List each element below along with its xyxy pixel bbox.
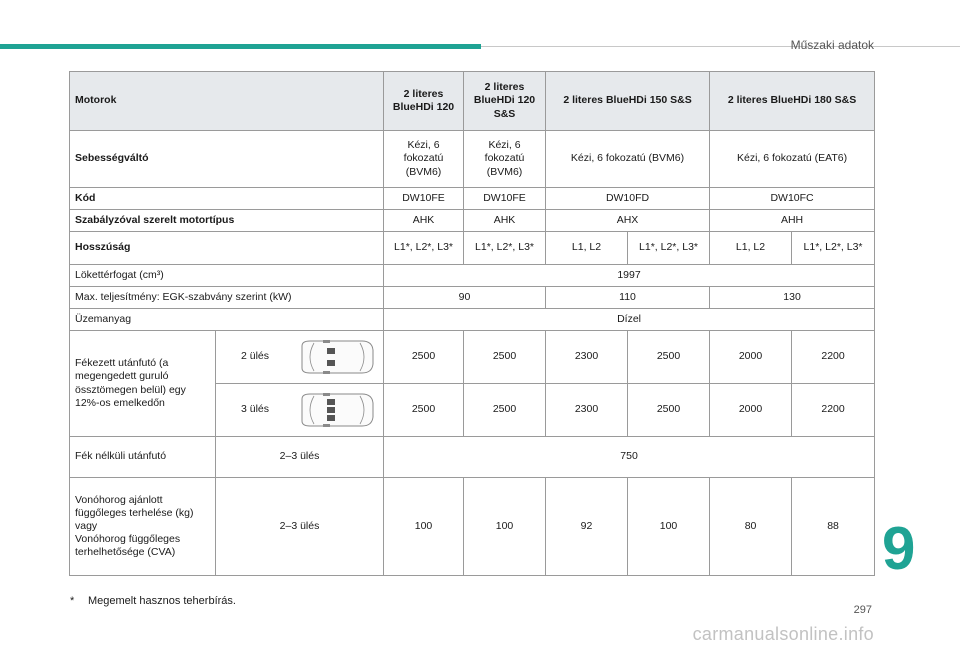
seat-count: 3 ülés xyxy=(241,403,270,416)
footnote xyxy=(70,595,236,607)
code-cell: DW10FE xyxy=(384,188,464,210)
code-cell: DW10FC xyxy=(710,188,875,210)
braked-trailer-cell: 2200 xyxy=(792,384,875,437)
max-power-row xyxy=(70,287,875,309)
towbar-cell: 92 xyxy=(546,478,628,576)
braked-trailer-cell: 2500 xyxy=(384,331,464,384)
unbraked-trailer-seats: 2–3 ülés xyxy=(216,437,384,478)
fuel-row xyxy=(70,309,875,331)
footnote-text: Megemelt hasznos teherbírás. xyxy=(88,595,236,607)
code-cell: DW10FE xyxy=(464,188,546,210)
footnote-marker: * xyxy=(70,595,75,607)
displacement-value: 1997 xyxy=(384,265,875,287)
braked-trailer-cell: 2500 xyxy=(384,384,464,437)
section-title: Műszaki adatok xyxy=(790,38,874,52)
braked-trailer-cell: 2300 xyxy=(546,384,628,437)
gearbox-cell: Kézi, 6 fokozatú (EAT6) xyxy=(710,131,875,188)
gearbox-label: Sebességváltó xyxy=(70,131,384,188)
fuel-label: Üzemanyag xyxy=(70,309,384,331)
towbar-cell: 80 xyxy=(710,478,792,576)
length-label: Hosszúság xyxy=(70,232,384,265)
towbar-label-line: Vonóhorog függőleges terhelhetősége (CVA) xyxy=(75,533,181,559)
engine-type-cell: AHK xyxy=(384,210,464,232)
length-row xyxy=(70,232,875,265)
gearbox-row xyxy=(70,131,875,188)
engine-type-cell: AHH xyxy=(710,210,875,232)
top-rule xyxy=(481,46,960,47)
header-row xyxy=(70,72,875,131)
top-accent-bar xyxy=(0,44,481,49)
displacement-label: Lökettérfogat (cm³) xyxy=(70,265,384,287)
braked-trailer-cell: 2000 xyxy=(710,384,792,437)
braked-trailer-cell: 2500 xyxy=(628,384,710,437)
header-engine-1: 2 literes BlueHDi 120 xyxy=(384,72,464,131)
towbar-cell: 88 xyxy=(792,478,875,576)
towbar-cell: 100 xyxy=(628,478,710,576)
engine-type-cell: AHK xyxy=(464,210,546,232)
length-cell: L1, L2 xyxy=(710,232,792,265)
towbar-cell: 100 xyxy=(464,478,546,576)
max-power-cell: 110 xyxy=(546,287,710,309)
length-cell: L1*, L2*, L3* xyxy=(628,232,710,265)
engine-type-row xyxy=(70,210,875,232)
braked-trailer-cell: 2500 xyxy=(464,384,546,437)
braked-trailer-cell: 2500 xyxy=(628,331,710,384)
towbar-cell: 100 xyxy=(384,478,464,576)
towbar-row xyxy=(70,478,875,576)
header-engine-3: 2 literes BlueHDi 150 S&S xyxy=(546,72,710,131)
van-2-seat-icon xyxy=(296,338,376,376)
length-cell: L1, L2 xyxy=(546,232,628,265)
towbar-label xyxy=(70,478,216,576)
gearbox-cell: Kézi, 6 fokozatú (BVM6) xyxy=(384,131,464,188)
unbraked-trailer-label: Fék nélküli utánfutó xyxy=(70,437,216,478)
watermark: carmanualsonline.info xyxy=(692,624,874,644)
chapter-number: 9 xyxy=(882,515,916,582)
engine-type-cell: AHX xyxy=(546,210,710,232)
braked-trailer-cell: 2000 xyxy=(710,331,792,384)
van-3-seat-icon xyxy=(296,391,376,429)
header-engine-4: 2 literes BlueHDi 180 S&S xyxy=(710,72,875,131)
braked-trailer-cell: 2300 xyxy=(546,331,628,384)
seat-config-cell xyxy=(216,331,384,384)
braked-trailer-label: Fékezett utánfutó (a megengedett guruló össztömegen belül) egy 12%-os emelkedőn xyxy=(70,331,216,437)
seat-config-cell xyxy=(216,384,384,437)
braked-trailer-cell: 2200 xyxy=(792,331,875,384)
fuel-value: Dízel xyxy=(384,309,875,331)
gearbox-cell: Kézi, 6 fokozatú (BVM6) xyxy=(464,131,546,188)
engine-spec-table xyxy=(69,71,875,576)
engine-type-label: Szabályzóval szerelt motortípus xyxy=(70,210,384,232)
unbraked-trailer-row xyxy=(70,437,875,478)
braked-trailer-cell: 2500 xyxy=(464,331,546,384)
braked-trailer-row-2-seats xyxy=(70,331,875,384)
code-label: Kód xyxy=(70,188,384,210)
towbar-seats: 2–3 ülés xyxy=(216,478,384,576)
displacement-row xyxy=(70,265,875,287)
max-power-cell: 130 xyxy=(710,287,875,309)
unbraked-trailer-value: 750 xyxy=(384,437,875,478)
code-cell: DW10FD xyxy=(546,188,710,210)
header-label: Motorok xyxy=(70,72,384,131)
length-cell: L1*, L2*, L3* xyxy=(792,232,875,265)
page-number: 297 xyxy=(853,604,872,616)
length-cell: L1*, L2*, L3* xyxy=(464,232,546,265)
max-power-cell: 90 xyxy=(384,287,546,309)
header-engine-2: 2 literes BlueHDi 120 S&S xyxy=(464,72,546,131)
gearbox-cell: Kézi, 6 fokozatú (BVM6) xyxy=(546,131,710,188)
seat-count: 2 ülés xyxy=(241,350,270,363)
code-row xyxy=(70,188,875,210)
towbar-label-line: Vonóhorog ajánlott függőleges terhelése (kg) xyxy=(75,493,194,519)
max-power-label: Max. teljesítmény: EGK-szabvány szerint (kW) xyxy=(70,287,384,309)
towbar-label-line: vagy xyxy=(75,519,98,532)
length-cell: L1*, L2*, L3* xyxy=(384,232,464,265)
